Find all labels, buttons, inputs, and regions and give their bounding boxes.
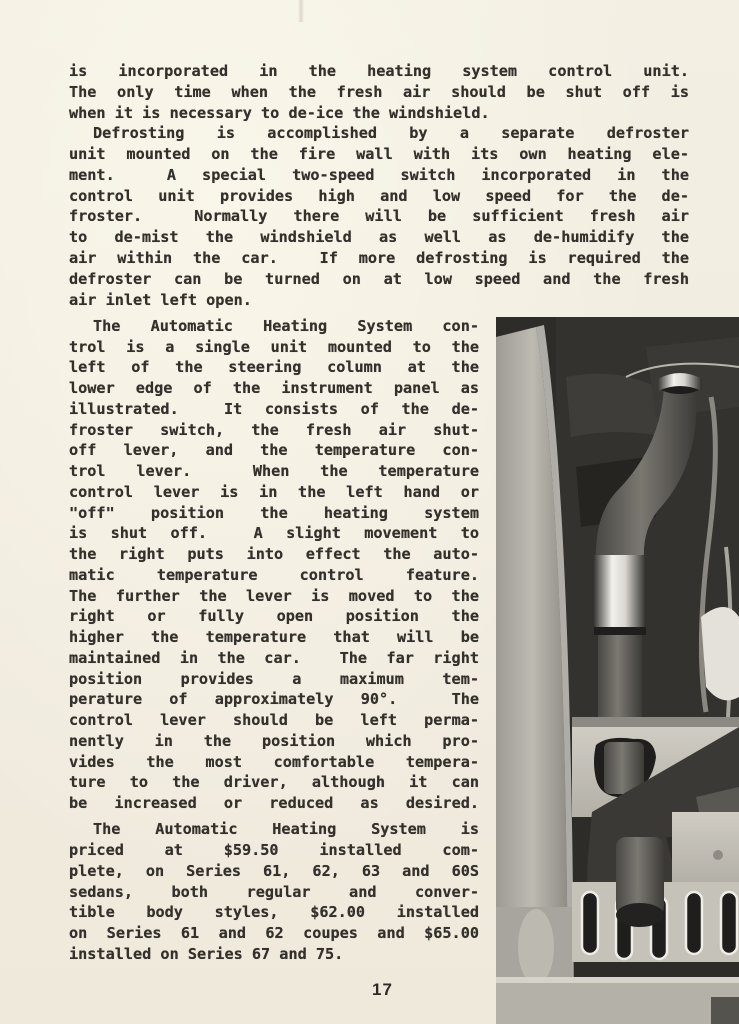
text-line: The Automatic Heating System con-	[93, 317, 479, 335]
text-line: froster switch, the fresh air shut-	[69, 421, 479, 439]
text-line: off lever, and the temperature con-	[69, 441, 479, 459]
text-line: lower edge of the instrument panel as	[69, 379, 479, 397]
text-line: on Series 61 and 62 coupes and $65.00	[69, 924, 479, 942]
text-line: froster. Normally there will be sufficient fresh air	[69, 207, 689, 225]
text-line: defroster can be turned on at low speed and the fresh	[69, 270, 689, 288]
text-line: position provides a maximum tem-	[69, 670, 479, 688]
text-line: illustrated. It consists of the de-	[69, 400, 479, 418]
text-line: the right puts into effect the auto-	[69, 545, 479, 563]
text-line: maintained in the car. The far right	[69, 649, 479, 667]
text-line: Defrosting is accomplished by a separate defroster	[93, 124, 689, 142]
text-line: The further the lever is moved to the	[69, 587, 479, 605]
text-line: tible body styles, $62.00 installed	[69, 903, 479, 921]
text-line: air inlet left open.	[69, 291, 252, 309]
text-line: perature of approximately 90°. The	[69, 690, 479, 708]
text-line: higher the temperature that will be	[69, 628, 479, 646]
text-line: left of the steering column at the	[69, 358, 479, 376]
text-line: "off" position the heating system	[69, 504, 479, 522]
text-line: installed on Series 67 and 75.	[69, 945, 344, 963]
text-line: unit mounted on the fire wall with its own heating ele-	[69, 145, 689, 163]
text-line: is shut off. A slight movement to	[69, 524, 479, 542]
text-line: be increased or reduced as desired.	[69, 794, 479, 812]
text-line: nently in the position which pro-	[69, 732, 479, 750]
text-line: trol lever. When the temperature	[69, 462, 479, 480]
text-line: control lever should be left perma-	[69, 711, 479, 729]
text-line: ture to the driver, although it can	[69, 773, 479, 791]
text-line: ment. A special two-speed switch incorporated in the	[69, 166, 689, 184]
text-line: matic temperature control feature.	[69, 566, 479, 584]
text-line: control lever is in the left hand or	[69, 483, 479, 501]
engine-compartment-photo	[496, 317, 739, 1024]
text-line: when it is necessary to de-ice the windshield.	[69, 104, 490, 122]
text-line: control unit provides high and low speed for the de-	[69, 187, 689, 205]
text-line: to de-mist the windshield as well as de-humidify the	[69, 228, 689, 246]
text-line: trol is a single unit mounted to the	[69, 338, 479, 356]
page-number: 17	[372, 980, 393, 999]
text-line: plete, on Series 61, 62, 63 and 60S	[69, 862, 479, 880]
text-line: vides the most comfortable tempera-	[69, 753, 479, 771]
text-line: right or fully open position the	[69, 607, 479, 625]
text-line: The only time when the fresh air should be shut off is	[69, 83, 689, 101]
text-line: is incorporated in the heating system control unit.	[69, 62, 689, 80]
page-crease	[298, 0, 304, 22]
text-line: sedans, both regular and conver-	[69, 883, 479, 901]
text-line: air within the car. If more defrosting is required the	[69, 249, 689, 267]
photo-illustration	[496, 317, 739, 1024]
text-line: The Automatic Heating System is	[93, 820, 479, 838]
text-line: priced at $59.50 installed com-	[69, 841, 479, 859]
